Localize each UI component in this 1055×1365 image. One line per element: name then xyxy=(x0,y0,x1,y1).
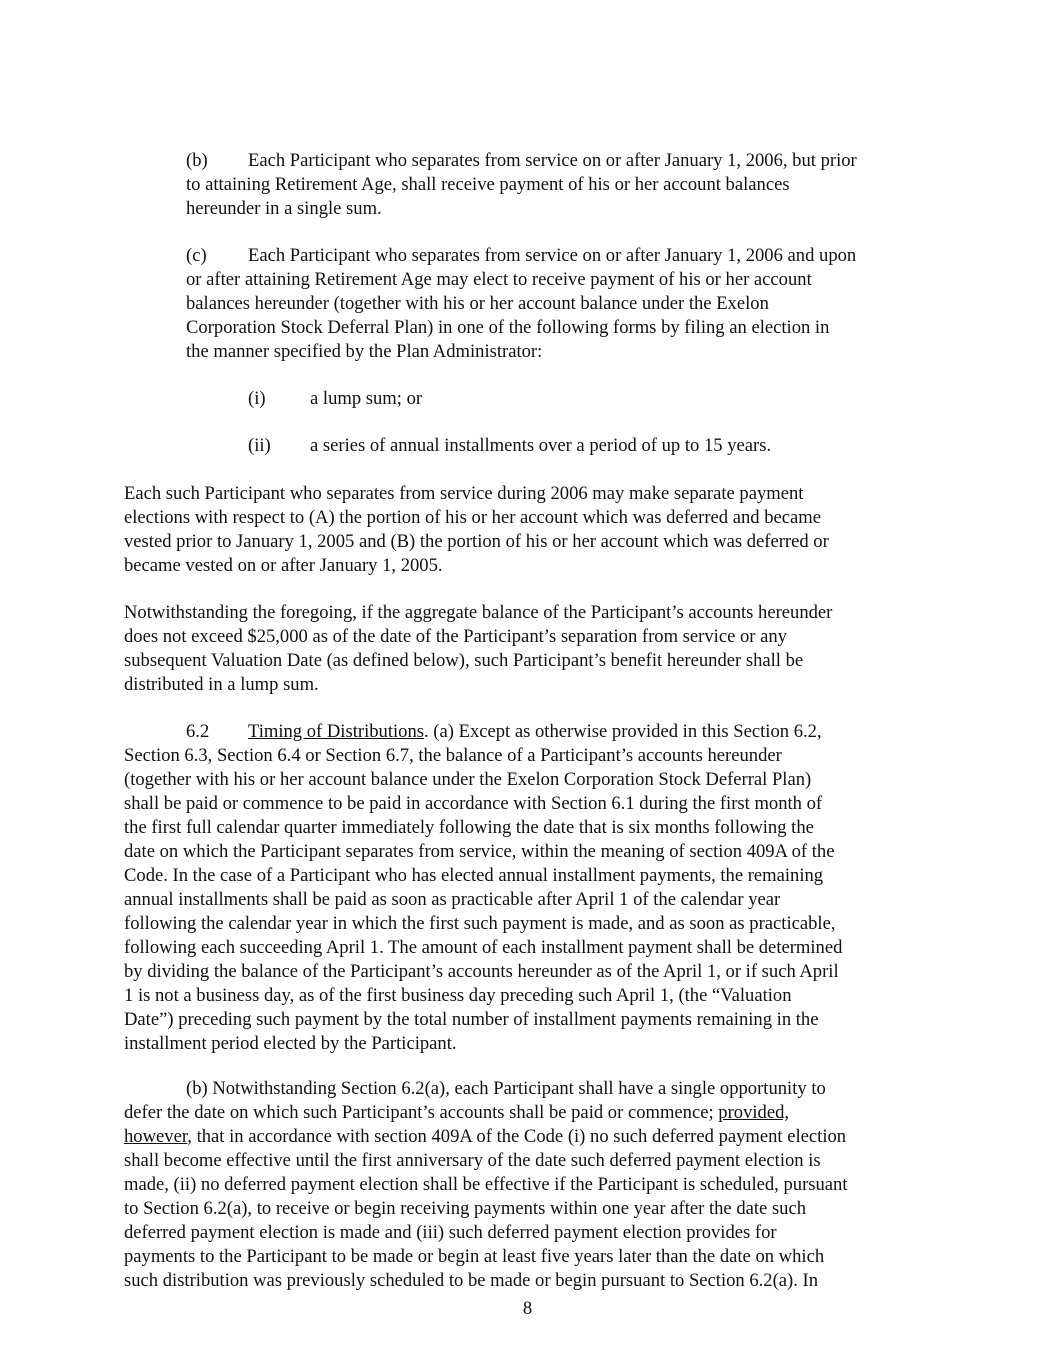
paragraph-b-line: to attaining Retirement Age, shall receive payment of his or her account balances xyxy=(186,174,790,195)
paragraph-notwithstanding xyxy=(124,601,944,697)
option-i-text: a lump sum; or xyxy=(310,388,423,409)
option-i xyxy=(248,387,948,411)
section-line: following each succeeding April 1. The amount of each installment payment shall be determined xyxy=(124,937,843,958)
paragraph-line: subsequent Valuation Date (as defined below), such Participant’s benefit hereunder shall be xyxy=(124,650,804,671)
section-line: the first full calendar quarter immediately following the date that is six months following the xyxy=(124,817,814,838)
paragraph-c-line: Corporation Stock Deferral Plan) in one of the following forms by filing an election in xyxy=(186,317,830,338)
option-ii xyxy=(248,434,948,458)
section-line: (together with his or her account balance under the Exelon Corporation Stock Deferral Plan) xyxy=(124,769,812,790)
section-line: annual installments shall be paid as soon as practicable after April 1 of the calendar year xyxy=(124,889,781,910)
paragraph-line: Each such Participant who separates from service during 2006 may make separate payment xyxy=(124,483,804,504)
section-b-line: (b) Notwithstanding Section 6.2(a), each Participant shall have a single opportunity to xyxy=(186,1078,826,1099)
paragraph-line: does not exceed $25,000 as of the date of the Participant’s separation from service or any xyxy=(124,626,787,647)
section-b-line: made, (ii) no deferred payment election shall be effective if the Participant is scheduled, pursuant xyxy=(124,1174,848,1195)
section-line: following the calendar year in which the first such payment is made, and as soon as practicable, xyxy=(124,913,836,934)
however-term: however xyxy=(124,1126,188,1147)
provided-term: provided, xyxy=(718,1102,790,1123)
paragraph-c-line: the manner specified by the Plan Administrator: xyxy=(186,341,543,362)
section-b-line: to Section 6.2(a), to receive or begin receiving payments within one year after the date such xyxy=(124,1198,807,1219)
section-b-line: , that in accordance with section 409A of the Code (i) no such deferred payment election xyxy=(187,1126,847,1147)
section-b-line: deferred payment election is made and (iii) such deferred payment election provides for xyxy=(124,1222,777,1243)
section-heading: Timing of Distributions xyxy=(248,721,424,742)
paragraph-b-line: hereunder in a single sum. xyxy=(186,198,382,219)
section-b-line: such distribution was previously scheduled to be made or begin pursuant to Section 6.2(a). In xyxy=(124,1270,819,1291)
paragraph-line: distributed in a lump sum. xyxy=(124,674,319,695)
page-number: 8 xyxy=(522,1298,533,1319)
paragraph-b-line: Each Participant who separates from service on or after January 1, 2006, but prior xyxy=(248,150,857,171)
option-i-marker: (i) xyxy=(248,388,266,409)
paragraph-c-line: or after attaining Retirement Age may elect to receive payment of his or her account xyxy=(186,269,812,290)
section-6-2-b xyxy=(124,1077,944,1293)
section-line: installment period elected by the Participant. xyxy=(124,1033,457,1054)
paragraph-line: vested prior to January 1, 2005 and (B) the portion of his or her account which was deferred or xyxy=(124,531,829,552)
paragraph-line: Notwithstanding the foregoing, if the aggregate balance of the Participant’s accounts hereunder xyxy=(124,602,833,623)
section-line: shall be paid or commence to be paid in accordance with Section 6.1 during the first month of xyxy=(124,793,823,814)
paragraph-separate-elections xyxy=(124,482,944,578)
paragraph-c-line: Each Participant who separates from service on or after January 1, 2006 and upon xyxy=(248,245,857,266)
section-line: Section 6.3, Section 6.4 or Section 6.7, the balance of a Participant’s accounts hereunder xyxy=(124,745,782,766)
section-line: by dividing the balance of the Participant’s accounts hereunder as of the April 1, or if such April xyxy=(124,961,839,982)
paragraph-c-line: balances hereunder (together with his or her account balance under the Exelon xyxy=(186,293,769,314)
section-line: Code. In the case of a Participant who has elected annual installment payments, the remaining xyxy=(124,865,824,886)
section-6-2 xyxy=(124,720,944,1056)
section-b-line: defer the date on which such Participant’s accounts shall be paid or commence; xyxy=(124,1102,719,1123)
section-b-line: shall become effective until the first anniversary of the date such deferred payment election is xyxy=(124,1150,821,1171)
paragraph-b-marker: (b) xyxy=(186,150,208,171)
option-ii-marker: (ii) xyxy=(248,435,271,456)
paragraph-line: became vested on or after January 1, 2005. xyxy=(124,555,443,576)
section-b-line: payments to the Participant to be made or begin at least five years later than the date on which xyxy=(124,1246,825,1267)
section-line: 1 is not a business day, as of the first business day preceding such April 1, (the “Valuation xyxy=(124,985,792,1006)
section-number: 6.2 xyxy=(186,721,210,742)
paragraph-b xyxy=(186,149,946,221)
section-line: . (a) Except as otherwise provided in this Section 6.2, xyxy=(424,721,822,742)
paragraph-c xyxy=(186,244,946,364)
paragraph-c-marker: (c) xyxy=(186,245,207,266)
paragraph-line: elections with respect to (A) the portion of his or her account which was deferred and became xyxy=(124,507,822,528)
section-line: Date”) preceding such payment by the total number of installment payments remaining in the xyxy=(124,1009,819,1030)
option-ii-text: a series of annual installments over a period of up to 15 years. xyxy=(310,435,772,456)
section-line: date on which the Participant separates from service, within the meaning of section 409A of the xyxy=(124,841,835,862)
